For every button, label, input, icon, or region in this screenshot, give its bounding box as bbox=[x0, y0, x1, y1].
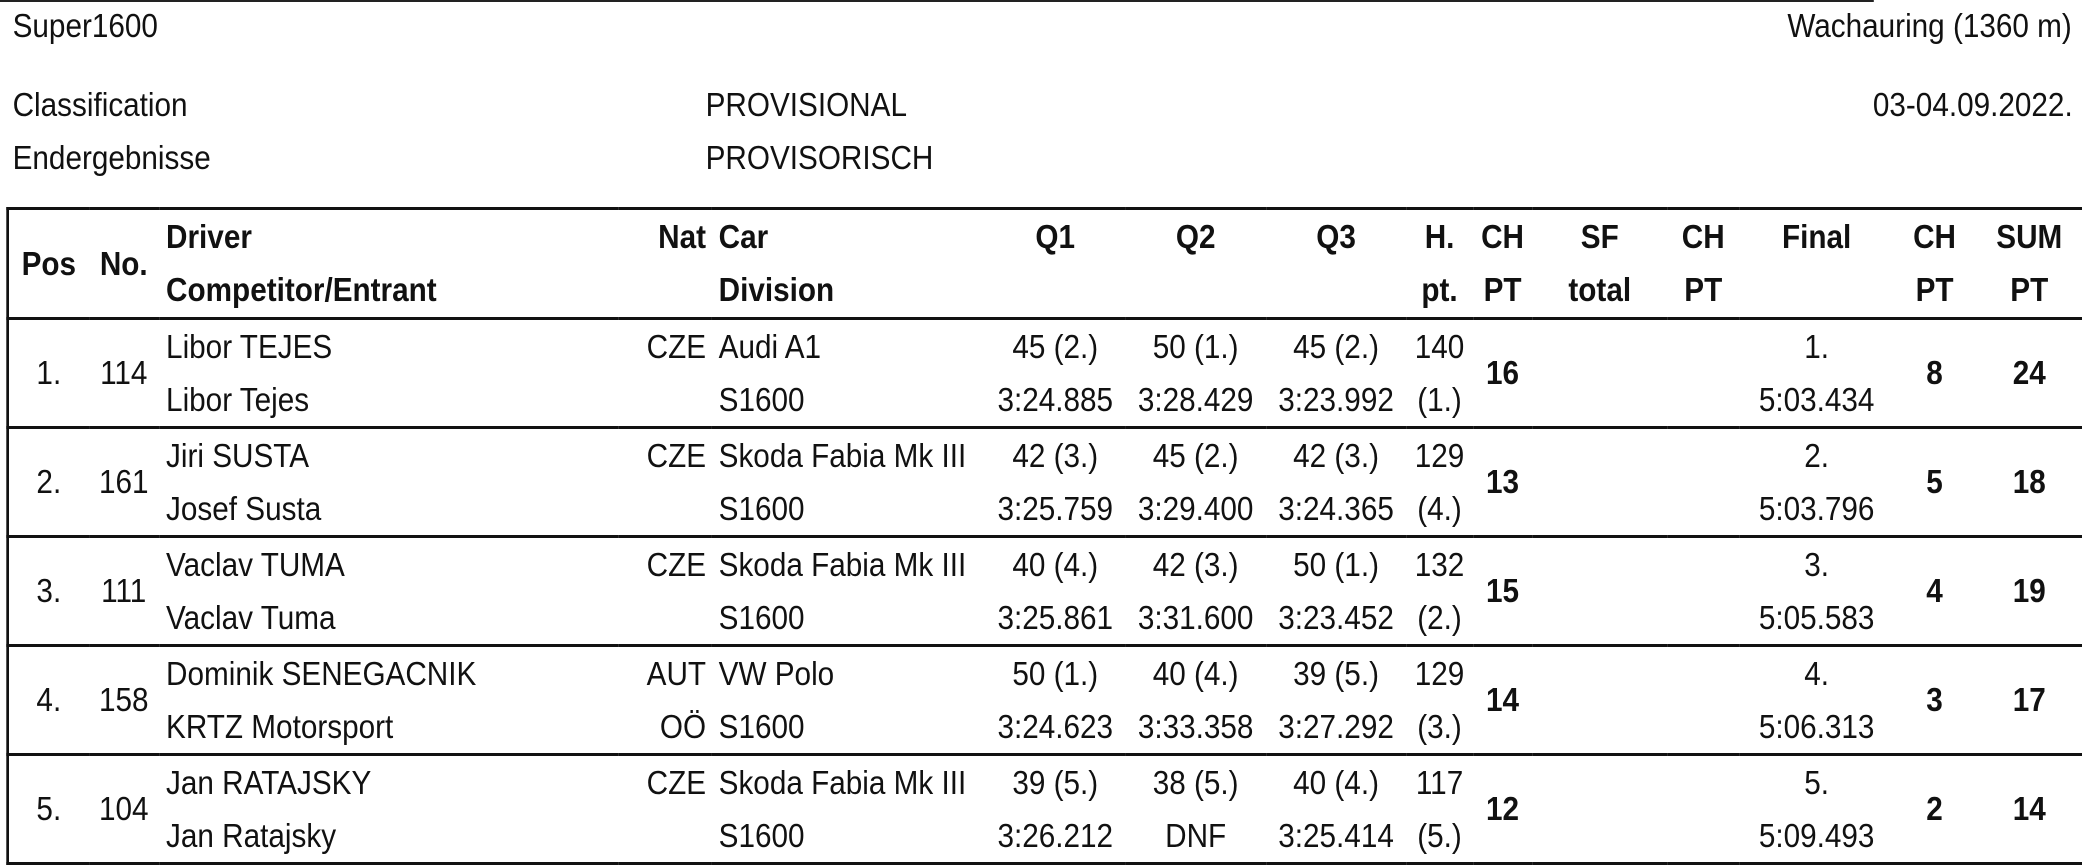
ch-points: 16 bbox=[1486, 354, 1520, 391]
entrant: Vaclav Tuma bbox=[166, 598, 336, 636]
q3-time: 3:23.452 bbox=[1278, 598, 1394, 636]
col-ch-pt: CH bbox=[1481, 217, 1524, 255]
q2-time: DNF bbox=[1165, 816, 1227, 854]
q3-points: 42 (3.) bbox=[1293, 436, 1379, 474]
sf-total bbox=[1532, 646, 1667, 755]
car: Skoda Fabia Mk III bbox=[718, 763, 967, 801]
col-heat-points: H. bbox=[1424, 217, 1455, 255]
sf-total bbox=[1532, 428, 1667, 537]
heat-points: 132 bbox=[1414, 545, 1465, 583]
q1-points: 45 (2.) bbox=[1012, 327, 1099, 365]
nationality: CZE bbox=[646, 327, 707, 365]
sum-points: 17 bbox=[2012, 681, 2046, 718]
q2-points: 38 (5.) bbox=[1152, 763, 1239, 801]
q1-points: 50 (1.) bbox=[1012, 654, 1099, 692]
sum-points: 24 bbox=[2012, 354, 2046, 391]
q1-time: 3:25.759 bbox=[997, 489, 1114, 527]
heat-position: (1.) bbox=[1417, 380, 1462, 418]
q2-points: 42 (3.) bbox=[1152, 545, 1239, 583]
entrant: KRTZ Motorsport bbox=[166, 707, 394, 745]
pos: 5. bbox=[36, 790, 62, 827]
q3-time: 3:23.992 bbox=[1278, 380, 1394, 418]
q1-time: 3:26.212 bbox=[997, 816, 1114, 854]
col-sf-total: total bbox=[1568, 271, 1632, 309]
ch-points: 15 bbox=[1486, 572, 1520, 609]
col-pos: Pos bbox=[21, 245, 77, 282]
final-time: 5:03.434 bbox=[1758, 380, 1875, 418]
result-row-4 bbox=[8, 646, 2082, 755]
car-number: 161 bbox=[98, 463, 149, 500]
sum-points: 19 bbox=[2012, 572, 2046, 609]
final-position: 3. bbox=[1804, 545, 1830, 583]
nationality-2: OÖ bbox=[659, 707, 707, 745]
car: Audi A1 bbox=[718, 327, 822, 365]
ch-points-3: 2 bbox=[1926, 790, 1943, 827]
col-nat: Nat bbox=[658, 217, 707, 255]
col-final: Final bbox=[1781, 217, 1852, 255]
header-row bbox=[8, 209, 2082, 264]
col-ch-pt-3-sub: PT bbox=[1915, 271, 1954, 309]
col-ch-pt-2-sub: PT bbox=[1684, 271, 1723, 309]
q2-time: 3:33.358 bbox=[1137, 707, 1254, 745]
nationality: CZE bbox=[646, 545, 707, 583]
col-ch-pt-2: CH bbox=[1681, 217, 1725, 255]
car-number: 104 bbox=[98, 790, 149, 827]
q1-points: 39 (5.) bbox=[1012, 763, 1099, 801]
ch-points-3: 8 bbox=[1926, 354, 1943, 391]
ch-points-3: 3 bbox=[1926, 681, 1943, 718]
heat-points: 129 bbox=[1414, 436, 1465, 474]
final-position: 5. bbox=[1804, 763, 1830, 801]
driver: Vaclav TUMA bbox=[166, 545, 345, 583]
q3-points: 45 (2.) bbox=[1293, 327, 1379, 365]
heat-position: (4.) bbox=[1417, 489, 1462, 527]
ch-points-2 bbox=[1667, 428, 1739, 537]
col-q1: Q1 bbox=[1035, 217, 1076, 255]
heat-points: 129 bbox=[1414, 654, 1465, 692]
col-sum: SUM bbox=[1996, 217, 2063, 255]
final-position: 4. bbox=[1804, 654, 1830, 692]
q3-time: 3:24.365 bbox=[1278, 489, 1394, 527]
sf-total bbox=[1532, 537, 1667, 646]
q3-time: 3:25.414 bbox=[1278, 816, 1394, 854]
entrant: Libor Tejes bbox=[166, 380, 310, 418]
final-time: 5:06.313 bbox=[1758, 707, 1875, 745]
ch-points-2 bbox=[1667, 646, 1739, 755]
result-row-5 bbox=[8, 755, 2082, 864]
nationality: AUT bbox=[646, 654, 707, 692]
q1-points: 40 (4.) bbox=[1012, 545, 1099, 583]
driver: Libor TEJES bbox=[166, 327, 333, 365]
ch-points-2 bbox=[1667, 537, 1739, 646]
col-q2: Q2 bbox=[1175, 217, 1216, 255]
venue: Wachauring (1360 m) bbox=[1787, 7, 2072, 44]
entrant: Jan Ratajsky bbox=[166, 816, 337, 854]
ch-points: 12 bbox=[1486, 790, 1520, 827]
pos: 2. bbox=[36, 463, 62, 500]
q1-time: 3:24.885 bbox=[997, 380, 1114, 418]
title-de: Endergebnisse bbox=[12, 139, 211, 176]
heat-position: (3.) bbox=[1417, 707, 1462, 745]
col-entrant: Competitor/Entrant bbox=[166, 271, 437, 309]
q1-points: 42 (3.) bbox=[1012, 436, 1099, 474]
result-row-3 bbox=[8, 537, 2082, 646]
q2-time: 3:29.400 bbox=[1137, 489, 1254, 527]
heat-position: (5.) bbox=[1417, 816, 1462, 854]
ch-points-3: 4 bbox=[1926, 572, 1943, 609]
table-header bbox=[8, 209, 2082, 319]
car-number: 111 bbox=[101, 572, 147, 609]
ch-points: 14 bbox=[1486, 681, 1520, 718]
car: VW Polo bbox=[718, 654, 835, 692]
result-row-2 bbox=[8, 428, 2082, 537]
col-heat-points-2: pt. bbox=[1421, 271, 1458, 309]
sum-points: 14 bbox=[2012, 790, 2046, 827]
col-car: Car bbox=[718, 217, 769, 255]
driver: Jiri SUSTA bbox=[166, 436, 310, 474]
q3-points: 39 (5.) bbox=[1293, 654, 1379, 692]
driver: Jan RATAJSKY bbox=[166, 763, 372, 801]
q3-points: 50 (1.) bbox=[1293, 545, 1379, 583]
col-sf: SF bbox=[1580, 217, 1619, 255]
nationality: CZE bbox=[646, 763, 707, 801]
q3-time: 3:27.292 bbox=[1278, 707, 1394, 745]
pos: 1. bbox=[36, 354, 62, 391]
car: Skoda Fabia Mk III bbox=[718, 545, 967, 583]
top-rule bbox=[0, 0, 1874, 2]
col-ch-pt-3: CH bbox=[1913, 217, 1956, 255]
ch-points-2 bbox=[1667, 319, 1739, 428]
q2-points: 40 (4.) bbox=[1152, 654, 1239, 692]
q1-time: 3:25.861 bbox=[997, 598, 1114, 636]
col-q3: Q3 bbox=[1316, 217, 1356, 255]
status-en: PROVISIONAL bbox=[705, 86, 907, 123]
division: S1600 bbox=[718, 598, 805, 636]
col-division: Division bbox=[718, 271, 835, 309]
sum-points: 18 bbox=[2012, 463, 2046, 500]
division: S1600 bbox=[718, 816, 805, 854]
final-time: 5:03.796 bbox=[1758, 489, 1875, 527]
col-driver: Driver bbox=[166, 217, 252, 255]
final-position: 2. bbox=[1804, 436, 1830, 474]
ch-points-2 bbox=[1667, 755, 1739, 864]
ch-points-3: 5 bbox=[1926, 463, 1943, 500]
final-time: 5:05.583 bbox=[1758, 598, 1875, 636]
series-name: Super1600 bbox=[12, 7, 158, 44]
nationality-2 bbox=[618, 373, 712, 428]
title-en: Classification bbox=[12, 86, 188, 123]
col-ch-pt-sub: PT bbox=[1483, 271, 1522, 309]
nationality: CZE bbox=[646, 436, 707, 474]
ch-points: 13 bbox=[1486, 463, 1520, 500]
division: S1600 bbox=[718, 380, 805, 418]
sf-total bbox=[1532, 319, 1667, 428]
date: 03-04.09.2022. bbox=[1872, 86, 2073, 123]
final-time: 5:09.493 bbox=[1758, 816, 1875, 854]
q2-points: 45 (2.) bbox=[1152, 436, 1239, 474]
q2-time: 3:31.600 bbox=[1137, 598, 1254, 636]
car-number: 158 bbox=[98, 681, 149, 718]
driver: Dominik SENEGACNIK bbox=[166, 654, 477, 692]
nationality-2 bbox=[618, 482, 712, 537]
q1-time: 3:24.623 bbox=[997, 707, 1114, 745]
col-sum-sub: PT bbox=[2010, 271, 2049, 309]
sf-total bbox=[1532, 755, 1667, 864]
final-position: 1. bbox=[1804, 327, 1830, 365]
division: S1600 bbox=[718, 707, 805, 745]
heat-position: (2.) bbox=[1417, 598, 1462, 636]
q3-points: 40 (4.) bbox=[1293, 763, 1379, 801]
result-row-1 bbox=[8, 319, 2082, 428]
q2-points: 50 (1.) bbox=[1152, 327, 1239, 365]
col-no: No. bbox=[99, 245, 148, 282]
car-number: 114 bbox=[100, 354, 148, 391]
heat-points: 117 bbox=[1415, 763, 1464, 801]
car: Skoda Fabia Mk III bbox=[718, 436, 967, 474]
pos: 4. bbox=[36, 681, 62, 718]
header-row-2 bbox=[8, 264, 2082, 319]
pos: 3. bbox=[36, 572, 62, 609]
nationality-2 bbox=[618, 591, 712, 646]
entrant: Josef Susta bbox=[166, 489, 322, 527]
division: S1600 bbox=[718, 489, 805, 527]
status-de: PROVISORISCH bbox=[705, 139, 934, 176]
results-table bbox=[6, 207, 2082, 865]
q2-time: 3:28.429 bbox=[1137, 380, 1254, 418]
nationality-2 bbox=[618, 809, 712, 864]
heat-points: 140 bbox=[1414, 327, 1465, 365]
